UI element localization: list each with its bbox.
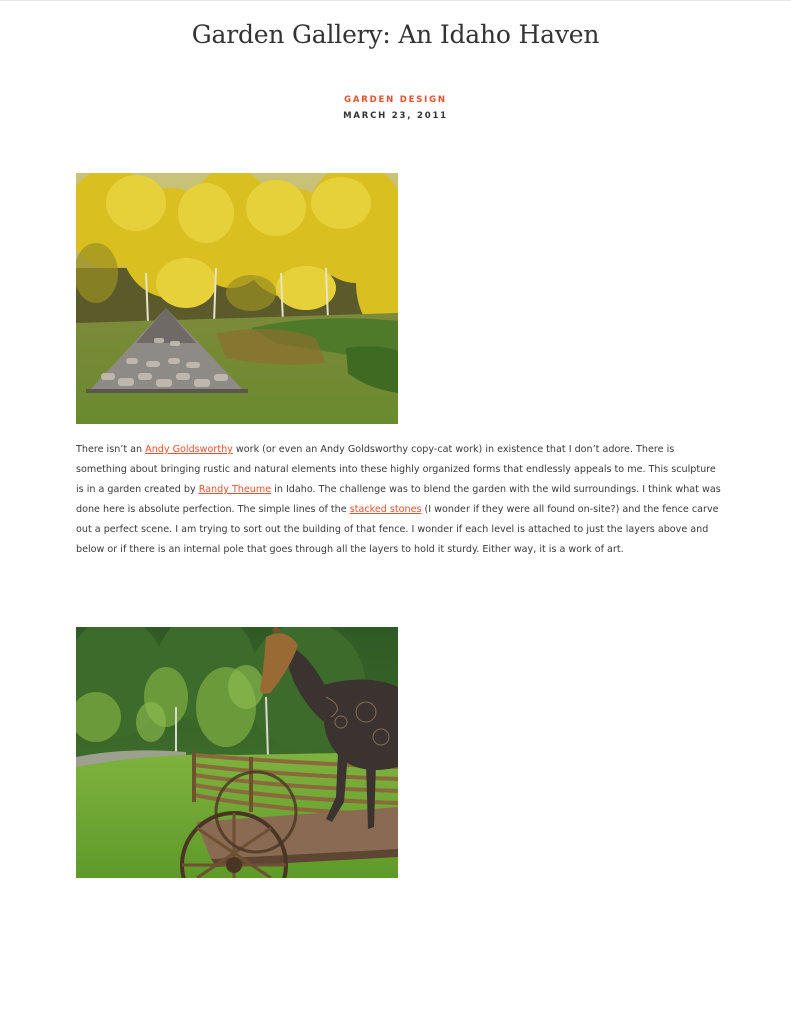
post-title: Garden Gallery: An Idaho Haven — [191, 20, 600, 49]
post-date: MARCH 23, 2011 — [343, 111, 448, 121]
category-link[interactable]: GARDEN DESIGN — [344, 95, 447, 105]
link-stacked-stones[interactable]: stacked stones — [349, 504, 422, 515]
paragraph-text-2: work (or even an Andy Goldsworthy copy-cat work) in existence that I don’t adore. There is something about bringing rustic and natural elements into these highly organized forms that endlessly appeals to me. This sculpture is in a garden created by — [76, 444, 716, 495]
horse-sculpture-photo — [76, 627, 398, 878]
post-paragraph — [76, 440, 721, 560]
paragraph-text-4: (I wonder if they were all found on-site?) and the fence carve out a perfect scene. I am trying to sort out the building of that fence. I wonder if each level is attached to just the layers above and below or if there is an internal pole that goes through all the layers to hold it sturdy. Either way, it is a work of art. — [76, 504, 719, 555]
paragraph-text-1: There isn’t an — [76, 444, 146, 455]
stone-pyramid-photo — [76, 173, 398, 424]
top-divider — [0, 0, 791, 1]
link-andy-goldsworthy[interactable]: Andy Goldsworthy — [145, 444, 233, 455]
link-randy-theume[interactable]: Randy Theume — [198, 484, 272, 495]
paragraph-text-3: in Idaho. The challenge was to blend the garden with the wild surroundings. I think what was done here is absolute perfection. The simple lines of the — [76, 484, 721, 515]
